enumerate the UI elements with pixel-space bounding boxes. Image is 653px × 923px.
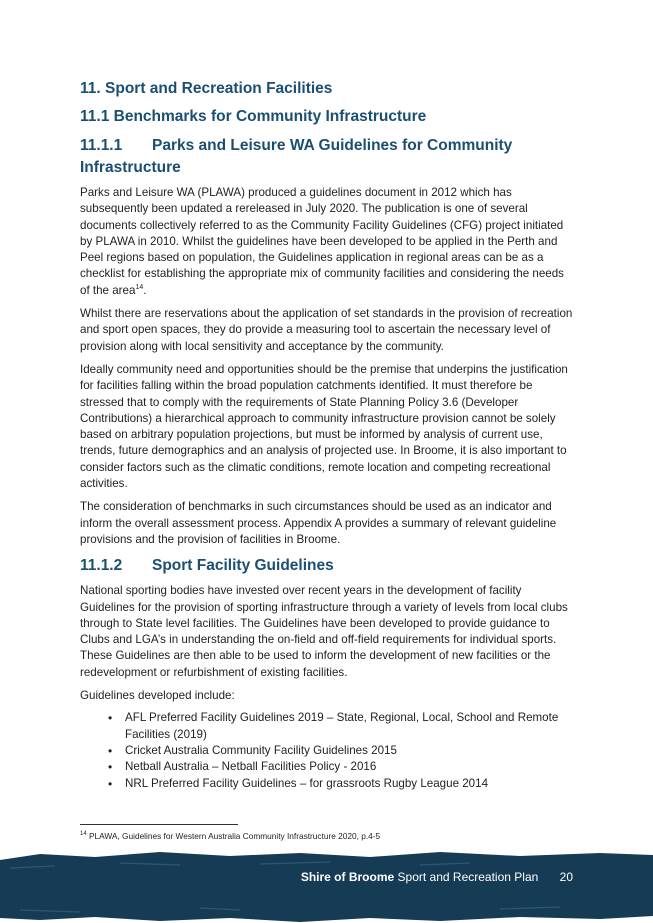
- subsubsection-heading-plawa: [80, 135, 574, 179]
- list-item: • NRL Preferred Facility Guidelines – for grassroots Rugby League 2014: [108, 776, 574, 792]
- guidelines-list: [80, 710, 574, 791]
- subsubsection-number: 11.1.2: [80, 557, 123, 575]
- subsection-title: Benchmarks for Community Infrastructure: [113, 108, 427, 125]
- section-number: 11.: [80, 80, 101, 97]
- subsubsection-title: Sport Facility Guidelines: [152, 557, 334, 575]
- list-item: • Cricket Australia Community Facility Guidelines 2015: [108, 743, 574, 759]
- list-item: • Netball Australia – Netball Facilities Policy - 2016: [108, 759, 574, 775]
- footnote: [80, 831, 380, 841]
- footnote-text: PLAWA, Guidelines for Western Australia Community Infrastructure 2020, p.4-5: [89, 831, 381, 841]
- paragraph: Guidelines developed include:: [80, 689, 235, 703]
- subsection-number: 11.1: [80, 108, 110, 125]
- subsubsection-title: Parks and Leisure WA Guidelines for Community Infrastructure: [80, 137, 513, 176]
- footnote-number: 14: [80, 831, 87, 838]
- subsection-heading: [80, 108, 574, 126]
- page-footer: [0, 848, 653, 923]
- subsubsection-number: 11.1.1: [80, 137, 123, 154]
- footer-document-title: Sport and Recreation Plan: [397, 870, 539, 884]
- list-item: • AFL Preferred Facility Guidelines 2019 – State, Regional, Local, School and Remote Facilities (2019): [108, 710, 574, 743]
- section-heading: [80, 80, 574, 98]
- subsubsection-heading-sport: [80, 555, 574, 577]
- footer-band: [0, 848, 653, 923]
- paragraph: Whilst there are reservations about the application of set standards in the provision of recreation and sport open spaces, they do provide a measuring tool to ascertain the necessary level of provision along with local sensitivity and acceptance by the community.: [80, 307, 573, 353]
- footer-organisation: Shire of Broome: [300, 870, 395, 884]
- section-title: Sport and Recreation Facilities: [105, 80, 333, 97]
- paragraph: Parks and Leisure WA (PLAWA) produced a guidelines document in 2012 which has subsequently been updated a rereleased in July 2020. The publication is one of several documents collectively referred to as the Community Facility Guidelines (CFG) project initiated by PLAWA in 2010. Whilst the guidelines have been developed to be applied in the Perth and Peel regions based on population, the Guidelines application in regional areas can be as a checklist for establishing the appropriate mix of community facilities and considering the needs of the area$^{14}$.: [80, 186, 564, 297]
- paragraph: The consideration of benchmarks in such circumstances should be used as an indicator and inform the overall assessment process. Appendix A provides a summary of relevant guideline provisions and the provision of facilities in Broome.: [80, 500, 557, 546]
- paragraph: Ideally community need and opportunities should be the premise that underpins the justification for facilities falling within the broad population catchments identified. It must therefore be stressed that to comply with the requirements of State Planning Policy 3.6 (Developer Contributions) a hierarchical approach to community infrastructure provision cannot be solely based on arbitrary population projections, but must be informed by analysis of current use, trends, future demographics and an analysis of projected use. In Broome, it is also important to consider factors such as the climatic conditions, remote location and competing recreational activities.: [80, 362, 568, 491]
- paragraph: National sporting bodies have invested over recent years in the development of facility Guidelines for the provision of sporting infrastructure through a variety of levels from local clubs through to State level facilities. The Guidelines have been developed to provide guidance to Clubs and LGA’s in understanding the on-field and off-field requirements for individual sports. These Guidelines are then able to be used to inform the development of new facilities or the redevelopment or refurbishment of existing facilities.: [80, 584, 568, 679]
- footnote-reference[interactable]: 14: [135, 283, 144, 291]
- footer-text: [301, 870, 573, 884]
- page-content: [80, 80, 574, 792]
- page-number: 20: [559, 870, 573, 884]
- footnote-divider: [80, 824, 238, 825]
